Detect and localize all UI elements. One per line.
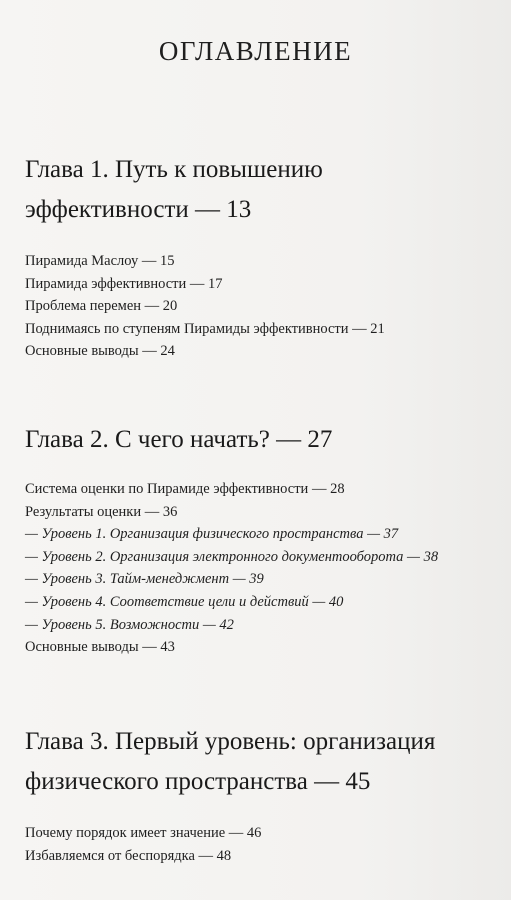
chapter-3-title-line-2: физического пространства — 45 (25, 768, 371, 795)
toc-entry: Результаты оценки — 36 (25, 503, 178, 520)
chapter-2-title: Глава 2. С чего начать? — 27 (25, 426, 333, 453)
chapter-1-title-line-1: Глава 1. Путь к повышению (25, 156, 323, 183)
chapter-3-entries (25, 822, 261, 867)
toc-entry: Поднимаясь по ступеням Пирамиды эффективности — 21 (25, 320, 385, 337)
chapter-2-entries (25, 478, 438, 659)
chapter-3-title-line-1: Глава 3. Первый уровень: организация (25, 728, 436, 755)
toc-subentry: — Уровень 2. Организация электронного документооборота — 38 (25, 548, 439, 565)
toc-subentry: — Уровень 4. Соответствие цели и действий — 40 (25, 593, 344, 610)
toc-entry: Система оценки по Пирамиде эффективности — 28 (25, 481, 345, 497)
toc-entry: Пирамида Маслоу — 15 (25, 253, 175, 269)
toc-heading: ОГЛАВЛЕНИЕ (158, 36, 353, 66)
toc-entry: Избавляемся от беспорядка — 48 (25, 847, 232, 864)
toc-subentry: — Уровень 1. Организация физического пространства — 37 (25, 526, 399, 543)
toc-entry: Основные выводы — 43 (25, 639, 175, 656)
toc-subentry: — Уровень 5. Возможности — 42 (25, 616, 234, 633)
chapter-1-title-line-2: эффективности — 13 (25, 196, 252, 223)
toc-entry: Пирамида эффективности — 17 (25, 275, 223, 292)
chapter-1-entries (25, 250, 385, 363)
toc-subentry: — Уровень 3. Тайм-менеджмент — 39 (25, 571, 264, 588)
toc-entry: Основные выводы — 24 (25, 343, 175, 360)
toc-entry: Проблема перемен — 20 (25, 298, 178, 315)
toc-entry: Почему порядок имеет значение — 46 (25, 825, 262, 841)
